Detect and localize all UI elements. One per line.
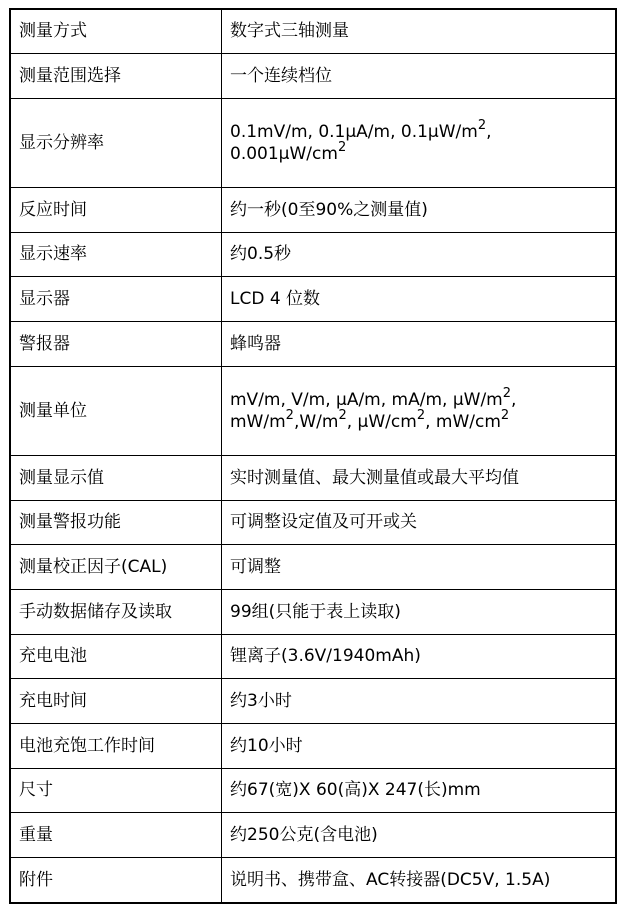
spec-value: 99组(只能于表上读取) <box>222 589 617 634</box>
spec-label: 尺寸 <box>10 768 222 812</box>
table-row <box>10 9 616 53</box>
spec-value: 数字式三轴测量 <box>222 9 617 53</box>
spec-label: 手动数据储存及读取 <box>10 589 222 634</box>
spec-label: 警报器 <box>10 321 222 366</box>
superscript: 2 <box>500 407 510 423</box>
spec-value: 约3小时 <box>222 678 617 723</box>
table-row <box>10 678 616 723</box>
spec-label: 电池充饱工作时间 <box>10 723 222 768</box>
table-row <box>10 634 616 678</box>
value-text: , mW/cm <box>425 411 501 432</box>
spec-label: 显示速率 <box>10 232 222 276</box>
value-text: mW/m <box>230 411 286 432</box>
table-row <box>10 53 616 98</box>
spec-value: 一个连续档位 <box>222 53 617 98</box>
value-text: 0.1mV/m, 0.1µA/m, 0.1µW/m <box>230 121 478 142</box>
value-text: , <box>486 121 492 142</box>
table-row <box>10 857 616 903</box>
spec-label: 充电电池 <box>10 634 222 678</box>
table-row <box>10 232 616 276</box>
spec-value <box>222 98 617 187</box>
spec-label: 显示器 <box>10 276 222 321</box>
superscript: 2 <box>337 139 347 155</box>
spec-value: 锂离子(3.6V/1940mAh) <box>222 634 617 678</box>
spec-value: 约250公克(含电池) <box>222 812 617 857</box>
spec-label: 显示分辨率 <box>10 98 222 187</box>
spec-label: 重量 <box>10 812 222 857</box>
value-text: , <box>511 389 517 410</box>
table-row <box>10 455 616 500</box>
table-row <box>10 544 616 589</box>
spec-label: 测量警报功能 <box>10 500 222 544</box>
spec-value: LCD 4 位数 <box>222 276 617 321</box>
table-row <box>10 812 616 857</box>
spec-label: 充电时间 <box>10 678 222 723</box>
table-row <box>10 321 616 366</box>
spec-value: 约一秒(0至90%之测量值) <box>222 187 617 232</box>
spec-value: 约0.5秒 <box>222 232 617 276</box>
spec-value <box>222 366 617 455</box>
spec-label: 测量校正因子(CAL) <box>10 544 222 589</box>
table-row <box>10 500 616 544</box>
table-row <box>10 768 616 812</box>
spec-label: 测量显示值 <box>10 455 222 500</box>
superscript: 2 <box>477 117 487 133</box>
superscript: 2 <box>416 407 426 423</box>
superscript: 2 <box>285 407 294 423</box>
table-row <box>10 366 616 455</box>
value-text: 0.001µW/cm <box>230 143 338 164</box>
spec-label: 反应时间 <box>10 187 222 232</box>
superscript: 2 <box>338 407 347 423</box>
spec-value: 约67(宽)X 60(高)X 247(长)mm <box>222 768 617 812</box>
spec-label: 测量单位 <box>10 366 222 455</box>
spec-value: 约10小时 <box>222 723 617 768</box>
superscript: 2 <box>502 385 512 401</box>
spec-label: 测量方式 <box>10 9 222 53</box>
value-text: , µW/cm <box>346 411 417 432</box>
table-row <box>10 98 616 187</box>
table-row <box>10 723 616 768</box>
spec-table <box>9 8 617 904</box>
value-text: mV/m, V/m, µA/m, mA/m, µW/m <box>230 389 503 410</box>
spec-label: 附件 <box>10 857 222 903</box>
spec-value: 可调整设定值及可开或关 <box>222 500 617 544</box>
spec-label: 测量范围选择 <box>10 53 222 98</box>
table-row <box>10 187 616 232</box>
spec-value: 实时测量值、最大测量值或最大平均值 <box>222 455 617 500</box>
spec-value: 可调整 <box>222 544 617 589</box>
spec-value: 蜂鸣器 <box>222 321 617 366</box>
table-row <box>10 589 616 634</box>
spec-value: 说明书、携带盒、AC转接器(DC5V, 1.5A) <box>222 857 617 903</box>
value-text: ,W/m <box>293 411 339 432</box>
table-row <box>10 276 616 321</box>
